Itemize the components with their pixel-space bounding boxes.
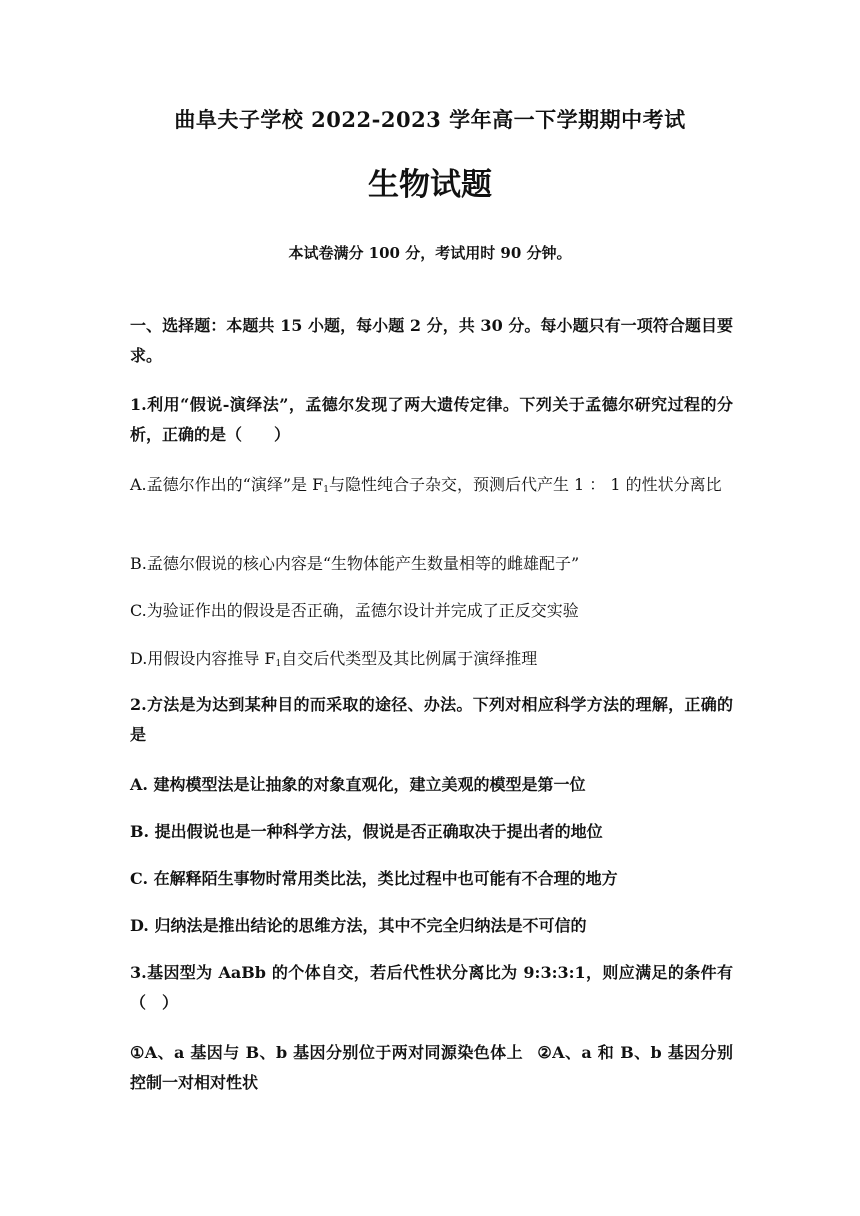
question-1-option-a [130,470,733,500]
subject-title: 生物试题 [368,167,492,203]
question-1-option-b: B.孟德尔假说的核心内容是“生物体能产生数量相等的雌雄配子” [130,554,580,573]
question-3-condition-1: ①A、a 基因与 B、b 基因分别位于两对同源染色体上 [130,1043,523,1062]
question-1-option-d-subscript: 1 [275,659,282,669]
question-2-option-b: B. 提出假说也是一种科学方法，假说是否正确取决于提出者的地位 [130,822,603,841]
question-1-option-a-pre: A.孟德尔作出的“演绎”是 F [130,475,324,494]
exam-info: 本试卷满分 100 分，考试用时 90 分钟。 [288,244,572,262]
question-1-option-c: C.为验证作出的假设是否正确，孟德尔设计并完成了正反交实验 [130,601,579,620]
question-1-option-a-post: 与隐性纯合子杂交，预测后代产生 1 ： 1 的性状分离比 [328,475,722,494]
exam-title: 曲阜夫子学校 2022-2023 学年高一下学期期中考试 [174,107,686,132]
question-1-option-d-pre: D.用假设内容推导 F [130,649,276,668]
question-2-option-d: D. 归纳法是推出结论的思维方法，其中不完全归纳法是不可信的 [130,916,587,935]
question-1-stem: 1.利用“假说-演绎法”，孟德尔发现了两大遗传定律。下列关于孟德尔研究过程的分析，正确的是（ ） [130,395,733,444]
section-heading: 一、选择题：本题共 15 小题，每小题 2 分，共 30 分。每小题只有一项符合题目要求。 [130,316,733,365]
question-3-conditions [130,1038,733,1098]
question-3-stem: 3.基因型为 AaBb 的个体自交，若后代性状分离比为 9:3:3:1，则应满足的条件有（ ） [130,963,733,1012]
question-2-stem: 2.方法是为达到某种目的而采取的途径、办法。下列对相应科学方法的理解，正确的是 [130,695,733,744]
question-1-option-d-post: 自交后代类型及其比例属于演绎推理 [281,649,538,668]
question-1-option-d [130,644,733,674]
question-3-condition-2: ②A、a 和 B、b 基因分别控制一对相对性状 [130,1043,733,1092]
question-2-option-c: C. 在解释陌生事物时常用类比法，类比过程中也可能有不合理的地方 [130,869,618,888]
question-1-option-a-subscript: 1 [323,485,329,495]
question-2-option-a: A. 建构模型法是让抽象的对象直观化，建立美观的模型是第一位 [130,775,586,794]
